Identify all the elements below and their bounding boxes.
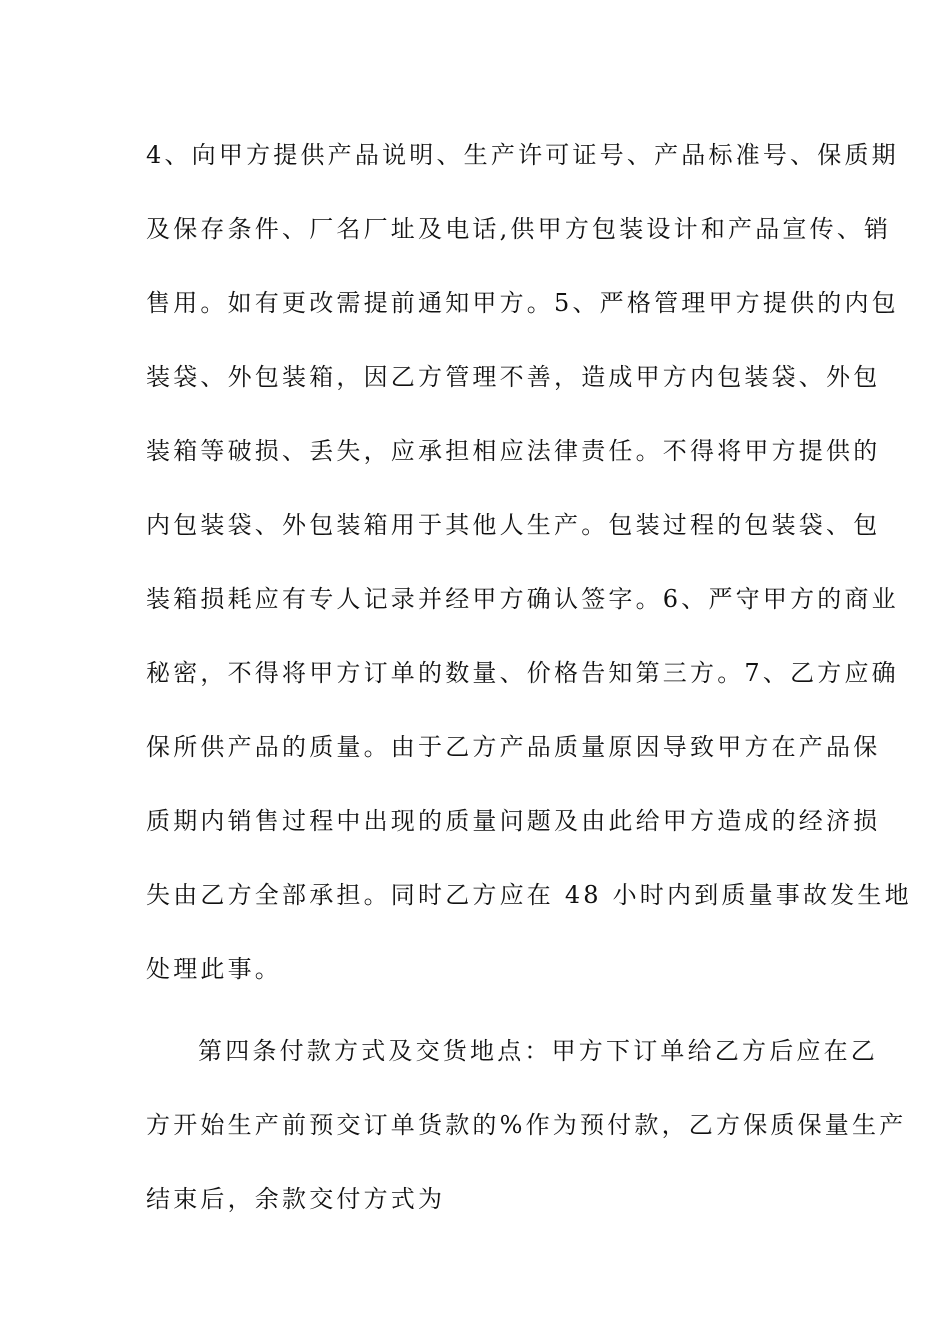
- paragraph-1-line-2: 及保存条件、厂名厂址及电话,供甲方包装设计和产品宣传、销: [146, 215, 892, 243]
- paragraph-1-line-1: 4、向甲方提供产品说明、生产许可证号、产品标准号、保质期: [146, 141, 899, 169]
- paragraph-1-line-4: 装袋、外包装箱，因乙方管理不善，造成甲方内包装袋、外包: [146, 363, 881, 391]
- paragraph-1-line-11: 失由乙方全部承担。同时乙方应在 48 小时内到质量事故发生地: [146, 881, 912, 909]
- paragraph-1-line-7: 装箱损耗应有专人记录并经甲方确认签字。6、严守甲方的商业: [146, 585, 899, 613]
- paragraph-1-line-5: 装箱等破损、丢失，应承担相应法律责任。不得将甲方提供的: [146, 437, 881, 465]
- paragraph-2-line-2: 方开始生产前预交订单货款的%作为预付款，乙方保质保量生产: [146, 1111, 907, 1139]
- paragraph-1-line-9: 保所供产品的质量。由于乙方产品质量原因导致甲方在产品保: [146, 733, 881, 761]
- paragraph-1-line-3: 售用。如有更改需提前通知甲方。5、严格管理甲方提供的内包: [146, 289, 899, 317]
- paragraph-1-line-8: 秘密，不得将甲方订单的数量、价格告知第三方。7、乙方应确: [146, 659, 899, 687]
- paragraph-2-line-3: 结束后，余款交付方式为: [146, 1185, 446, 1213]
- paragraph-1-line-6: 内包装袋、外包装箱用于其他人生产。包装过程的包装袋、包: [146, 511, 881, 539]
- paragraph-1-line-12: 处理此事。: [146, 955, 282, 983]
- paragraph-2-line-1: 第四条付款方式及交货地点：甲方下订单给乙方后应在乙: [198, 1037, 878, 1065]
- paragraph-1-line-10: 质期内销售过程中出现的质量问题及由此给甲方造成的经济损: [146, 807, 881, 835]
